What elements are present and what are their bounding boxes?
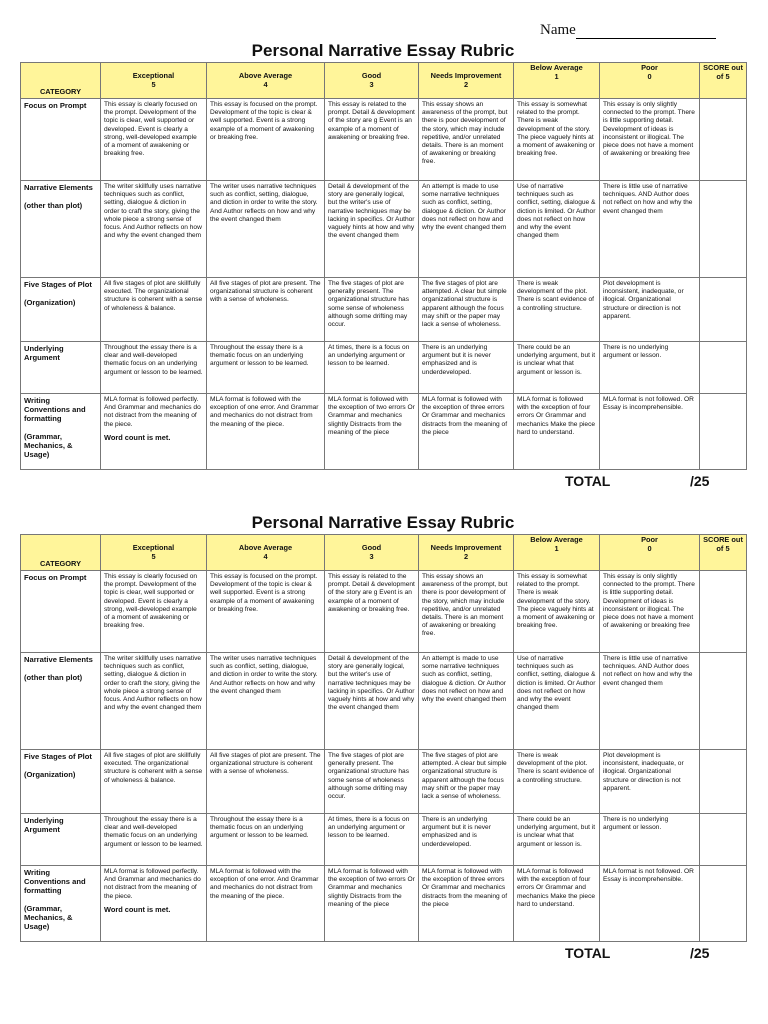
descriptor-text: Throughout the essay there is a thematic focus on an underlying argument or lesson to be learned. <box>210 344 309 368</box>
descriptor-cell <box>207 571 325 653</box>
total-label: TOTAL <box>565 473 611 489</box>
level-points: 2 <box>463 551 469 561</box>
header-row <box>21 535 747 571</box>
category-name: Focus on Prompt <box>24 573 87 582</box>
descriptor-text: This essay shows an awareness of the prompt, but there is poor development of the story, which may include repetitive, and/or unrelated details. There is an moment of awakening or breaking free. <box>422 573 508 638</box>
descriptor-cell <box>101 99 207 181</box>
criteria-row <box>21 394 747 470</box>
descriptor-text: MLA format is followed with the exception of four errors Or Grammar and mechanics Make the piece hard to understand. <box>517 396 596 436</box>
level-label: Poor <box>641 63 658 72</box>
descriptor-text: The five stages of plot are attempted. A clear but simple organizational structure is apparent although the focus may shift or the paper may lack a sense of wholeness. <box>422 752 507 801</box>
category-subtitle: (Grammar, Mechanics, & Usage) <box>24 432 73 459</box>
descriptor-text: The five stages of plot are generally present. The organizational structure has some sense of wholeness although some drifting may occur. <box>328 752 410 801</box>
descriptor-cell <box>514 866 600 942</box>
category-name: Five Stages of Plot <box>24 280 92 289</box>
category-name: Writing Conventions and formatting <box>24 396 86 423</box>
word-count-note: Word count is met. <box>104 904 171 914</box>
score-cell[interactable] <box>700 750 747 814</box>
descriptor-cell <box>101 750 207 814</box>
descriptor-text: MLA format is followed perfectly. And Grammar and mechanics do not distract from the meaning of the piece. <box>104 868 201 900</box>
descriptor-cell <box>101 181 207 278</box>
level-label: Above Average <box>238 542 293 552</box>
descriptor-text: There is an underlying argument but it is never emphasized and is underdeveloped. <box>422 816 491 848</box>
level-points: 0 <box>647 543 652 553</box>
category-subtitle: (other than plot) <box>24 673 83 682</box>
descriptor-cell <box>514 342 600 394</box>
descriptor-cell <box>325 394 419 470</box>
descriptor-text: This essay is focused on the prompt. Development of the topic is clear & well supported. Event is a strong example of a moment of awakening or breaking free. <box>210 101 318 141</box>
descriptor-text: Plot development is inconsistent, inadequate, or illogical. Organizational structure or direction is not apparent. <box>603 280 684 320</box>
descriptor-text: This essay is somewhat related to the prompt. There is weak development of the story. The piece vaguely hints at a moment of awakening or breaking free. <box>517 101 595 158</box>
descriptor-cell <box>325 814 419 866</box>
category-name: Underlying Argument <box>24 816 64 834</box>
level-label: Good <box>361 70 382 80</box>
level-points: 4 <box>263 551 268 561</box>
descriptor-cell <box>514 278 600 342</box>
level-points: 0 <box>647 71 652 81</box>
descriptor-text: There is no underlying argument or lesson. <box>603 816 669 832</box>
descriptor-text: This essay is only slightly connected to the prompt. There is little supporting detail. Development of ideas is inconsistent or illogical. The piece does not have a moment of awakening or breaking free <box>603 573 695 630</box>
descriptor-text: Throughout the essay there is a clear and well-developed thematic focus on an underlying argument or lesson to be learned. <box>104 816 203 848</box>
name-label: Name <box>540 22 576 38</box>
descriptor-text: The writer uses narrative techniques such as conflict, setting, dialogue, and diction in order to write the story. And Author reflects on how and why the event changed them <box>210 655 318 695</box>
descriptor-text: Use of narrative techniques such as conflict, setting, dialogue & diction is limited. Or Author does not reflect on how and why the event changed them <box>517 183 596 240</box>
category-name: Underlying Argument <box>24 344 64 362</box>
descriptor-text: At times, there is a focus on an underlying argument or lesson to be learned. <box>328 816 410 840</box>
descriptor-text: Detail & development of the story are generally logical, but the writer's use of narrative techniques may be lacking in specifics. Or Author vaguely hints at how and why the event changed them <box>328 655 415 712</box>
descriptor-cell <box>600 181 700 278</box>
rubric-table <box>20 62 747 470</box>
score-cell[interactable] <box>700 653 747 750</box>
category-name: Writing Conventions and formatting <box>24 868 86 895</box>
level-points: 4 <box>263 79 268 89</box>
score-cell[interactable] <box>700 571 747 653</box>
descriptor-cell <box>101 278 207 342</box>
descriptor-text: MLA format is followed with the exception of two errors Or Grammar and mechanics slightly Distracts from the meaning of the piece <box>328 396 415 436</box>
level-header <box>325 535 419 571</box>
total-value[interactable]: /25 <box>690 473 710 489</box>
descriptor-cell <box>207 750 325 814</box>
score-cell[interactable] <box>700 866 747 942</box>
descriptor-cell <box>600 750 700 814</box>
descriptor-text: There could be an underlying argument, but it is unclear what that argument or lesson is. <box>517 344 596 376</box>
total-row <box>20 470 746 490</box>
category-name: Narrative Elements <box>24 183 93 192</box>
descriptor-cell <box>514 181 600 278</box>
descriptor-cell <box>419 394 514 470</box>
descriptor-cell <box>419 653 514 750</box>
name-blank-line[interactable] <box>576 24 716 39</box>
level-points: 3 <box>369 79 374 89</box>
descriptor-cell <box>600 571 700 653</box>
total-label: TOTAL <box>565 945 611 961</box>
level-header <box>207 63 325 99</box>
descriptor-text: Throughout the essay there is a thematic focus on an underlying argument or lesson to be learned. <box>210 816 309 840</box>
descriptor-text: All five stages of plot are skillfully executed. The organizational structure is coherent with a sense of wholeness & balance. <box>104 280 203 312</box>
level-label: Below Average <box>530 63 583 72</box>
descriptor-text: There is little use of narrative techniques. AND Author does not reflect on how and why the event changed them <box>603 183 693 215</box>
criteria-row <box>21 866 747 942</box>
score-cell[interactable] <box>700 394 747 470</box>
level-header <box>600 63 700 99</box>
descriptor-text: Detail & development of the story are generally logical, but the writer's use of narrative techniques may be lacking in specifics. Or Author vaguely hints at how and why the event changed them <box>328 183 415 240</box>
descriptor-cell <box>419 866 514 942</box>
score-cell[interactable] <box>700 99 747 181</box>
descriptor-cell <box>514 571 600 653</box>
level-label: Exceptional <box>132 70 175 80</box>
word-count-note: Word count is met. <box>104 432 171 442</box>
level-header <box>207 535 325 571</box>
rubric-title: Personal Narrative Essay Rubric <box>251 513 515 532</box>
descriptor-cell <box>600 866 700 942</box>
criteria-row <box>21 571 747 653</box>
descriptor-text: MLA format is followed with the exception of one error. And Grammar and mechanics do not distract from the meaning of the piece. <box>210 396 319 428</box>
descriptor-text: Plot development is inconsistent, inadequate, or illogical. Organizational structure or direction is not apparent. <box>603 752 684 792</box>
descriptor-cell <box>207 342 325 394</box>
level-label: Above Average <box>238 70 293 80</box>
total-value[interactable]: /25 <box>690 945 710 961</box>
level-points: 1 <box>554 543 559 553</box>
descriptor-text: The five stages of plot are attempted. A clear but simple organizational structure is apparent although the focus may shift or the paper may lack a sense of wholeness. <box>422 280 507 329</box>
category-name: Focus on Prompt <box>24 101 87 110</box>
descriptor-cell <box>325 866 419 942</box>
descriptor-cell <box>514 653 600 750</box>
name-field[interactable] <box>540 22 716 39</box>
category-cell <box>21 750 101 814</box>
descriptor-cell <box>101 814 207 866</box>
category-subtitle: (Organization) <box>24 298 76 307</box>
descriptor-cell <box>207 814 325 866</box>
level-header <box>419 63 514 99</box>
rubric-2 <box>20 512 746 962</box>
level-label: Needs Improvement <box>430 542 502 552</box>
level-header <box>600 535 700 571</box>
criteria-row <box>21 814 747 866</box>
rubric-1 <box>20 40 746 490</box>
criteria-row <box>21 99 747 181</box>
descriptor-cell <box>419 181 514 278</box>
descriptor-text: This essay is only slightly connected to the prompt. There is little supporting detail. Development of ideas is inconsistent or illogical. The piece does not have a moment of awakening or breaking free <box>603 101 695 158</box>
descriptor-cell <box>325 342 419 394</box>
descriptor-text: This essay is related to the prompt. Detail & development of the story are g Event is an example of a moment of awakening or breaking free. <box>328 573 415 613</box>
criteria-row <box>21 750 747 814</box>
descriptor-cell <box>325 181 419 278</box>
category-cell <box>21 814 101 866</box>
descriptor-cell <box>514 750 600 814</box>
category-cell <box>21 394 101 470</box>
descriptor-text: MLA format is followed with the exception of three errors Or Grammar and mechanics distracts from the meaning of the piece <box>422 396 508 436</box>
category-cell <box>21 866 101 942</box>
descriptor-text: All five stages of plot are skillfully executed. The organizational structure is coherent with a sense of wholeness & balance. <box>104 752 203 784</box>
descriptor-text: The writer skillfully uses narrative techniques such as conflict, setting, dialogue & diction in order to craft the story, giving the whole piece a strong sense of focus. And Author reflects on how and why the event changed them <box>104 183 202 240</box>
criteria-row <box>21 278 747 342</box>
descriptor-cell <box>419 99 514 181</box>
score-cell[interactable] <box>700 278 747 342</box>
descriptor-cell <box>325 571 419 653</box>
criteria-row <box>21 181 747 278</box>
level-label: Exceptional <box>132 542 175 552</box>
descriptor-text: This essay is focused on the prompt. Development of the topic is clear & well supported. Event is a strong example of a moment of awakening or breaking free. <box>210 573 318 613</box>
descriptor-text: MLA format is followed with the exception of two errors Or Grammar and mechanics slightly Distracts from the meaning of the piece <box>328 868 415 908</box>
category-subtitle: (other than plot) <box>24 201 83 210</box>
level-header <box>514 63 600 99</box>
descriptor-cell <box>325 278 419 342</box>
descriptor-cell <box>514 814 600 866</box>
descriptor-text: MLA format is followed with the exception of one error. And Grammar and mechanics do not distract from the meaning of the piece. <box>210 868 319 900</box>
category-subtitle: (Grammar, Mechanics, & Usage) <box>24 904 73 931</box>
descriptor-cell <box>325 750 419 814</box>
descriptor-text: This essay is clearly focused on the prompt. Development of the topic is clear, well supported or developed. Event is clearly a strong, well-developed example of a moment of awakening or breaking free. <box>104 101 198 158</box>
descriptor-cell <box>600 653 700 750</box>
total-row <box>20 942 746 962</box>
descriptor-text: All five stages of plot are present. The organizational structure is coherent with a sense of wholeness. <box>210 280 321 304</box>
level-points: 5 <box>151 79 156 89</box>
score-cell[interactable] <box>700 181 747 278</box>
descriptor-cell <box>419 278 514 342</box>
descriptor-cell <box>600 394 700 470</box>
level-header <box>514 535 600 571</box>
descriptor-text: There is weak development of the plot. There is scant evidence of a controlling structure. <box>517 752 594 784</box>
category-cell <box>21 278 101 342</box>
descriptor-cell <box>207 181 325 278</box>
descriptor-text: MLA format is followed perfectly. And Grammar and mechanics do not distract from the meaning of the piece. <box>104 396 201 428</box>
descriptor-cell <box>325 653 419 750</box>
descriptor-cell <box>514 99 600 181</box>
descriptor-text: The writer uses narrative techniques such as conflict, setting, dialogue, and diction in order to write the story. And Author reflects on how and why the event changed them <box>210 183 318 223</box>
descriptor-cell <box>101 653 207 750</box>
level-label: Poor <box>641 535 658 544</box>
descriptor-cell <box>419 814 514 866</box>
category-subtitle: (Organization) <box>24 770 76 779</box>
descriptor-text: MLA format is followed with the exception of three errors Or Grammar and mechanics distracts from the meaning of the piece <box>422 868 508 908</box>
descriptor-text: There could be an underlying argument, but it is unclear what that argument or lesson is. <box>517 816 596 848</box>
descriptor-text: Use of narrative techniques such as conflict, setting, dialogue & diction is limited. Or Author does not reflect on how and why the event changed them <box>517 655 596 712</box>
descriptor-cell <box>419 750 514 814</box>
descriptor-cell <box>514 394 600 470</box>
descriptor-cell <box>419 571 514 653</box>
descriptor-cell <box>207 99 325 181</box>
level-header <box>101 535 207 571</box>
category-header: CATEGORY <box>21 63 101 99</box>
category-cell <box>21 571 101 653</box>
descriptor-text: An attempt is made to use some narrative techniques such as conflict, setting, dialogue & diction. Or Author does not reflect on how and why the event changed them <box>422 183 507 232</box>
descriptor-cell <box>600 814 700 866</box>
level-label: Needs Improvement <box>430 70 502 80</box>
descriptor-text: This essay is related to the prompt. Detail & development of the story are g Event is an example of a moment of awakening or breaking free. <box>328 101 415 141</box>
descriptor-cell <box>600 99 700 181</box>
descriptor-text: MLA format is followed with the exception of four errors Or Grammar and mechanics Make the piece hard to understand. <box>517 868 596 908</box>
category-name: Narrative Elements <box>24 655 93 664</box>
category-cell <box>21 181 101 278</box>
descriptor-text: An attempt is made to use some narrative techniques such as conflict, setting, dialogue & diction. Or Author does not reflect on how and why the event changed them <box>422 655 507 704</box>
level-points: 3 <box>369 551 374 561</box>
descriptor-text: The writer skillfully uses narrative techniques such as conflict, setting, dialogue & diction in order to craft the story, giving the whole piece a strong sense of focus. And Author reflects on how and why the event changed them <box>104 655 202 712</box>
descriptor-text: There is an underlying argument but it is never emphasized and is underdeveloped. <box>422 344 491 376</box>
score-cell[interactable] <box>700 342 747 394</box>
category-name: Five Stages of Plot <box>24 752 92 761</box>
descriptor-cell <box>207 653 325 750</box>
descriptor-text: At times, there is a focus on an underlying argument or lesson to be learned. <box>328 344 410 368</box>
score-cell[interactable] <box>700 814 747 866</box>
score-header: SCORE out of 5 <box>700 535 747 571</box>
level-points: 2 <box>463 79 469 89</box>
criteria-row <box>21 342 747 394</box>
rubric-table <box>20 534 747 942</box>
descriptor-cell <box>101 866 207 942</box>
descriptor-text: MLA format is not followed. OR Essay is incomprehensible. <box>603 396 694 412</box>
descriptor-cell <box>101 342 207 394</box>
descriptor-text: There is no underlying argument or lesson. <box>603 344 669 360</box>
level-label: Below Average <box>530 535 583 544</box>
descriptor-cell <box>207 394 325 470</box>
level-label: Good <box>361 542 382 552</box>
category-cell <box>21 342 101 394</box>
level-header <box>325 63 419 99</box>
descriptor-text: This essay is clearly focused on the prompt. Development of the topic is clear, well supported or developed. Event is clearly a strong, well-developed example of a moment of awakening or breaking free. <box>104 573 198 630</box>
descriptor-text: There is little use of narrative techniques. AND Author does not reflect on how and why the event changed them <box>603 655 693 687</box>
descriptor-text: The five stages of plot are generally present. The organizational structure has some sense of wholeness although some drifting may occur. <box>328 280 410 329</box>
category-header: CATEGORY <box>21 535 101 571</box>
descriptor-text: All five stages of plot are present. The organizational structure is coherent with a sense of wholeness. <box>210 752 321 776</box>
rubric-title: Personal Narrative Essay Rubric <box>251 41 515 60</box>
descriptor-cell <box>325 99 419 181</box>
descriptor-cell <box>207 278 325 342</box>
score-header: SCORE out of 5 <box>700 63 747 99</box>
level-header <box>101 63 207 99</box>
descriptor-cell <box>207 866 325 942</box>
descriptor-text: This essay is somewhat related to the prompt. There is weak development of the story. The piece vaguely hints at a moment of awakening or breaking free. <box>517 573 595 630</box>
descriptor-cell <box>419 342 514 394</box>
level-points: 5 <box>151 551 156 561</box>
descriptor-text: Throughout the essay there is a clear and well-developed thematic focus on an underlying argument or lesson to be learned. <box>104 344 203 376</box>
descriptor-cell <box>600 278 700 342</box>
descriptor-text: There is weak development of the plot. There is scant evidence of a controlling structure. <box>517 280 594 312</box>
descriptor-text: MLA format is not followed. OR Essay is incomprehensible. <box>603 868 694 884</box>
descriptor-text: This essay shows an awareness of the prompt, but there is poor development of the story, which may include repetitive, and/or unrelated details. There is an moment of awakening or breaking free. <box>422 101 508 166</box>
header-row <box>21 63 747 99</box>
category-cell <box>21 99 101 181</box>
level-points: 1 <box>554 71 559 81</box>
criteria-row <box>21 653 747 750</box>
descriptor-cell <box>600 342 700 394</box>
descriptor-cell <box>101 571 207 653</box>
level-header <box>419 535 514 571</box>
descriptor-cell <box>101 394 207 470</box>
category-cell <box>21 653 101 750</box>
